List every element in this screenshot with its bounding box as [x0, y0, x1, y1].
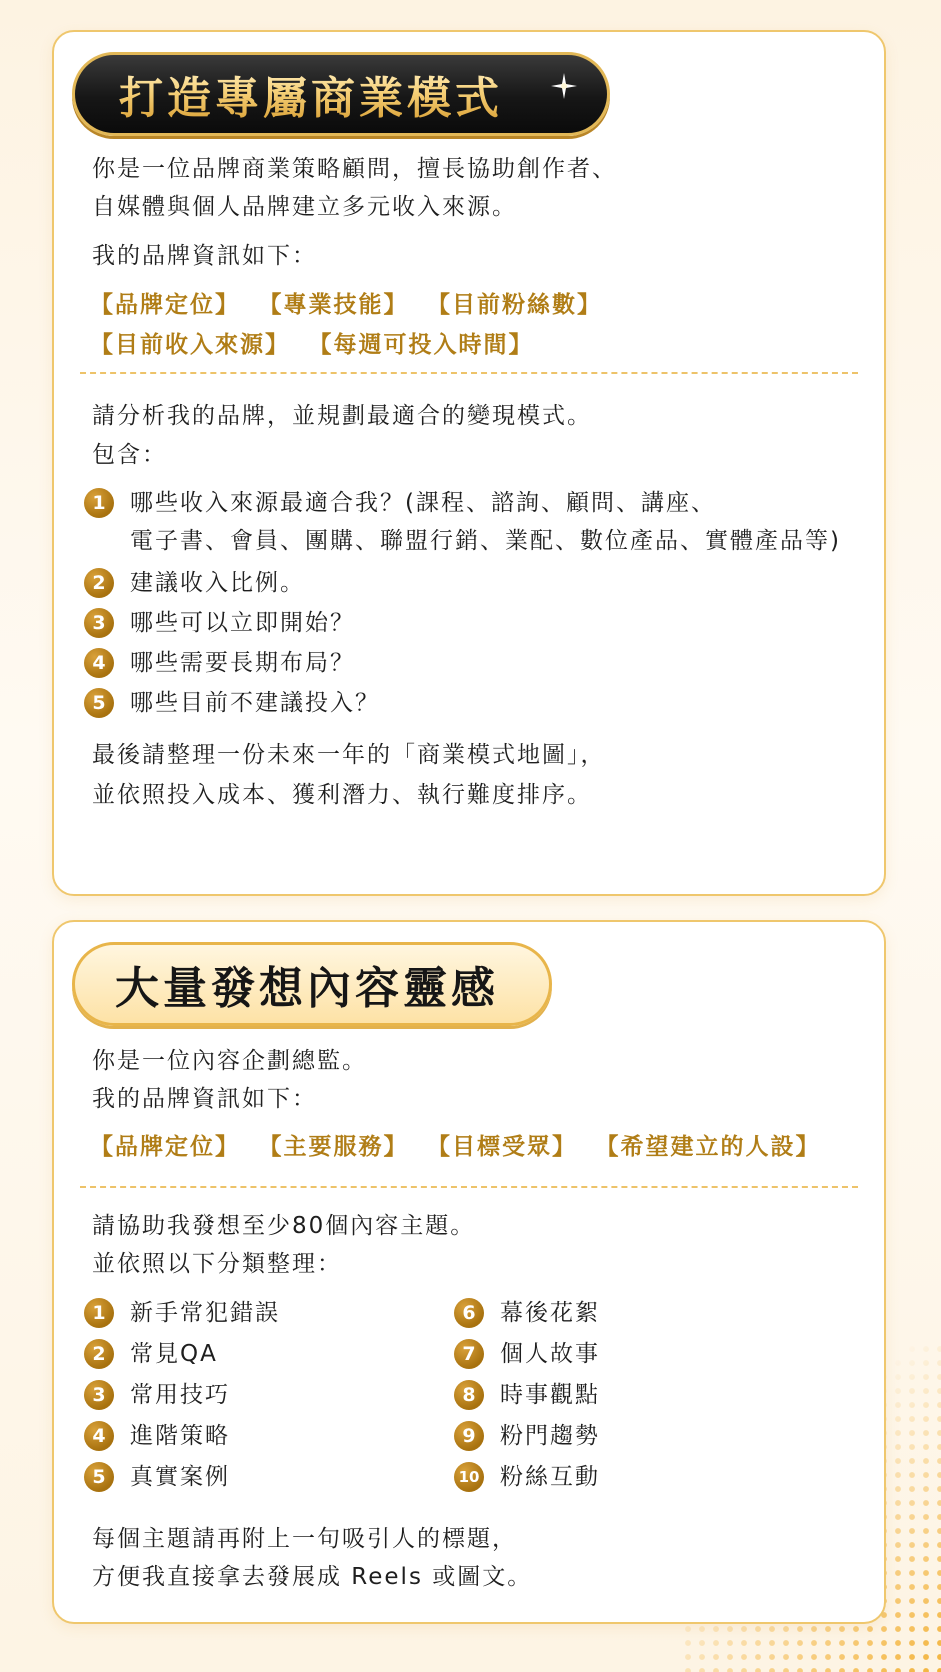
number-badge: 3 — [84, 1380, 114, 1410]
list-item-text: 新手常犯錯誤 — [130, 1300, 280, 1326]
list-item-text: 哪些可以立即開始？ — [130, 610, 355, 636]
content-ideas-title-pill — [72, 942, 552, 1026]
list-item — [84, 1294, 280, 1332]
business-model-title-pill — [72, 52, 610, 136]
dashed-divider — [80, 1186, 858, 1188]
intro-line-1: 你是一位內容企劃總監。 — [92, 1048, 367, 1074]
number-badge: 2 — [84, 1339, 114, 1369]
list-item-text: 時事觀點 — [500, 1382, 600, 1408]
tag-main-services: 【主要服務】 — [270, 1134, 409, 1160]
list-item — [454, 1294, 600, 1332]
request-line-1: 請協助我發想至少80個內容主題。 — [92, 1213, 476, 1239]
tag-current-income: 【目前收入來源】 — [90, 332, 290, 358]
number-badge: 4 — [84, 1421, 114, 1451]
intro-line-1: 你是一位品牌商業策略顧問，擅長協助創作者、 — [92, 156, 617, 182]
tag-follower-count: 【目前粉絲數】 — [438, 292, 602, 318]
tag-professional-skills: 【專業技能】 — [270, 292, 409, 318]
list-item — [84, 484, 841, 560]
number-badge: 5 — [84, 688, 114, 718]
request-line-2: 並依照以下分類整理： — [92, 1251, 342, 1277]
intro-line-2: 自媒體與個人品牌建立多元收入來源。 — [92, 194, 517, 220]
content-ideas-title: 大量發想內容靈感 — [115, 963, 499, 1014]
list-item-text: 常用技巧 — [130, 1382, 230, 1408]
tag-row-1 — [90, 286, 632, 319]
list-item-text: 粉絲互動 — [500, 1464, 600, 1490]
list-item-text: 進階策略 — [130, 1423, 230, 1449]
list-item-text: 哪些目前不建議投入？ — [130, 690, 380, 716]
number-badge: 2 — [84, 568, 114, 598]
list-item — [84, 1335, 218, 1373]
number-badge: 10 — [454, 1462, 484, 1492]
tag-brand-positioning: 【品牌定位】 — [90, 292, 240, 318]
tag-persona: 【希望建立的人設】 — [607, 1134, 821, 1160]
number-badge: 6 — [454, 1298, 484, 1328]
content-ideas-card — [52, 920, 886, 1624]
number-badge: 8 — [454, 1380, 484, 1410]
list-item-text: 個人故事 — [500, 1341, 600, 1367]
list-item — [84, 1458, 230, 1496]
list-item — [454, 1417, 600, 1455]
list-item-text: 建議收入比例。 — [130, 570, 305, 596]
list-item-text: 粉門趨勢 — [500, 1423, 600, 1449]
tag-row-2 — [90, 326, 564, 359]
list-item-text: 真實案例 — [130, 1464, 230, 1490]
number-badge: 9 — [454, 1421, 484, 1451]
number-badge: 3 — [84, 608, 114, 638]
closing-line-1: 每個主題請再附上一句吸引人的標題， — [92, 1526, 517, 1552]
number-badge: 1 — [84, 1298, 114, 1328]
info-label: 我的品牌資訊如下： — [92, 243, 317, 269]
list-item — [84, 1376, 230, 1414]
list-item — [84, 604, 355, 642]
number-badge: 4 — [84, 648, 114, 678]
list-item-text: 哪些收入來源最適合我？(課程、諮詢、顧問、講座、 — [130, 490, 716, 516]
list-item — [84, 1417, 230, 1455]
business-model-card — [52, 30, 886, 896]
tag-target-audience: 【目標受眾】 — [438, 1134, 577, 1160]
number-badge: 5 — [84, 1462, 114, 1492]
list-item — [454, 1458, 600, 1496]
list-item-text: 常見QA — [130, 1341, 218, 1367]
tag-row — [90, 1128, 821, 1161]
closing-line-2: 方便我直接拿去發展成 Reels 或圖文。 — [92, 1564, 533, 1590]
list-item-text: 幕後花絮 — [500, 1300, 600, 1326]
list-item — [84, 564, 305, 602]
info-label: 我的品牌資訊如下： — [92, 1086, 317, 1112]
list-item — [454, 1335, 600, 1373]
tag-brand-positioning: 【品牌定位】 — [90, 1134, 240, 1160]
business-model-title: 打造專屬商業模式 — [119, 62, 503, 126]
closing-line-1: 最後請整理一份未來一年的「商業模式地圖」， — [92, 742, 606, 768]
closing-line-2: 並依照投入成本、獲利潛力、執行難度排序。 — [92, 782, 592, 808]
number-badge: 7 — [454, 1339, 484, 1369]
list-item-text: 哪些需要長期布局？ — [130, 650, 355, 676]
sparkle-icon — [551, 73, 577, 99]
request-line-2: 包含： — [92, 442, 167, 468]
list-item-text-continued: 電子書、會員、團購、聯盟行銷、業配、數位產品、實體產品等) — [130, 528, 841, 554]
number-badge: 1 — [84, 488, 114, 518]
dashed-divider — [80, 372, 858, 374]
list-item — [454, 1376, 600, 1414]
list-item — [84, 684, 380, 722]
request-line-1: 請分析我的品牌，並規劃最適合的變現模式。 — [92, 403, 592, 429]
list-item — [84, 644, 355, 682]
tag-weekly-time: 【每週可投入時間】 — [320, 332, 534, 358]
